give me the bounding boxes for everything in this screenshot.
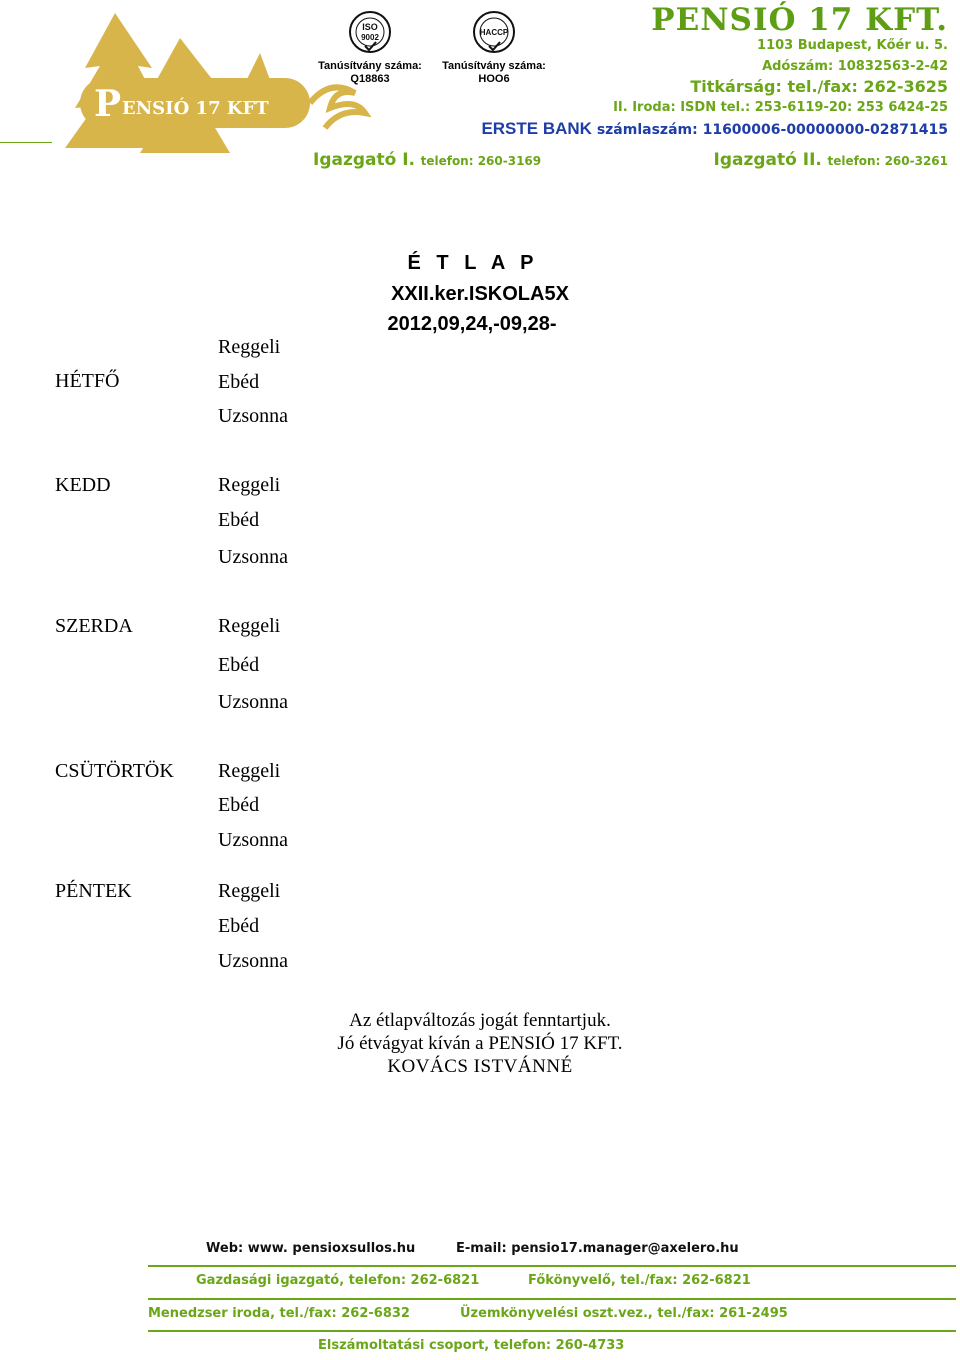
menu-dates: 2012,09,24,-09,28- bbox=[387, 313, 557, 335]
footer-rule-1 bbox=[148, 1265, 956, 1267]
day-wednesday: SZERDA bbox=[55, 615, 133, 637]
director-2 bbox=[714, 150, 948, 170]
day-tuesday: KEDD bbox=[55, 474, 111, 496]
menu-title: É T L A P bbox=[407, 252, 539, 274]
bank-name: ERSTE BANK bbox=[481, 119, 592, 138]
footer-email: E-mail: pensio17.manager@axelero.hu bbox=[456, 1241, 739, 1256]
secretariat-phone: Titkárság: tel./fax: 262-3625 bbox=[690, 77, 948, 96]
company-name: PENSIÓ 17 KFT. bbox=[651, 2, 948, 38]
tuesday-lunch: Ebéd bbox=[218, 509, 260, 531]
note-bon-appetit: Jó étvágyat kíván a PENSIÓ 17 KFT. bbox=[337, 1033, 623, 1054]
haccp-cert-label: Tanúsítvány száma: bbox=[442, 60, 546, 72]
haccp-cert-number: HOO6 bbox=[478, 73, 510, 85]
wednesday-lunch: Ebéd bbox=[218, 654, 260, 676]
footer-management: Menedzser iroda, tel./fax: 262-6832 bbox=[148, 1306, 410, 1321]
footer-web: Web: www. pensioxsullos.hu bbox=[206, 1241, 416, 1256]
svg-text:HACCP: HACCP bbox=[479, 28, 509, 37]
friday-lunch: Ebéd bbox=[218, 915, 260, 937]
thursday-lunch: Ebéd bbox=[218, 794, 260, 816]
company-address: 1103 Budapest, Kőér u. 5. bbox=[757, 38, 948, 53]
footer-settlement: Elszámoltatási csoport, telefon: 260-4733 bbox=[318, 1338, 625, 1353]
footer-rule-3 bbox=[148, 1330, 956, 1332]
iso-seal-icon bbox=[342, 10, 398, 56]
bank-line bbox=[481, 119, 948, 139]
day-monday: HÉTFŐ bbox=[55, 370, 120, 392]
friday-breakfast: Reggeli bbox=[218, 880, 281, 902]
iso-cert-label: Tanúsítvány száma: bbox=[318, 60, 422, 72]
friday-snack: Uzsonna bbox=[218, 950, 288, 972]
director-2-phone: telefon: 260-3261 bbox=[827, 154, 948, 168]
note-change-rights: Az étlapváltozás jogát fenntartjuk. bbox=[349, 1010, 611, 1031]
monday-snack: Uzsonna bbox=[218, 405, 288, 427]
office-phone: II. Iroda: ISDN tel.: 253-6119-20: 253 6424-25 bbox=[613, 100, 948, 115]
haccp-cert bbox=[434, 10, 554, 86]
thursday-snack: Uzsonna bbox=[218, 829, 288, 851]
day-friday: PÉNTEK bbox=[55, 880, 132, 902]
haccp-seal-icon bbox=[466, 10, 522, 56]
iso-cert-number: Q18863 bbox=[350, 73, 390, 85]
svg-text:ISO: ISO bbox=[362, 22, 378, 32]
wednesday-snack: Uzsonna bbox=[218, 691, 288, 713]
director-1-phone: telefon: 260-3169 bbox=[420, 154, 542, 168]
svg-text:9002: 9002 bbox=[361, 33, 379, 42]
footer-econ-director: Gazdasági igazgató, telefon: 262-6821 bbox=[196, 1273, 480, 1288]
footer-plant-accounting: Üzemkönyvelési oszt.vez., tel./fax: 261-2495 bbox=[460, 1306, 788, 1321]
director-1 bbox=[313, 150, 541, 170]
iso-cert bbox=[310, 10, 430, 86]
director-2-title: Igazgató II. bbox=[713, 150, 822, 170]
bank-account: számlaszám: 11600006-00000000-02871415 bbox=[596, 122, 948, 138]
monday-breakfast: Reggeli bbox=[218, 336, 281, 358]
day-thursday: CSÜTÖRTÖK bbox=[55, 760, 174, 782]
footer-rule-2 bbox=[148, 1298, 956, 1300]
monday-lunch: Ebéd bbox=[218, 371, 260, 393]
thursday-breakfast: Reggeli bbox=[218, 760, 281, 782]
logo-text: ENSIÓ 17 KFT bbox=[122, 98, 269, 119]
tuesday-snack: Uzsonna bbox=[218, 546, 288, 568]
director-1-title: Igazgató I. bbox=[313, 150, 416, 170]
wednesday-breakfast: Reggeli bbox=[218, 615, 281, 637]
tuesday-breakfast: Reggeli bbox=[218, 474, 281, 496]
tax-id: Adószám: 10832563-2-42 bbox=[762, 59, 948, 74]
header-rule bbox=[0, 142, 52, 143]
logo-text-initial: P bbox=[94, 83, 122, 125]
note-signature: KOVÁCS ISTVÁNNÉ bbox=[387, 1056, 573, 1077]
menu-location: XXII.ker.ISKOLA5X bbox=[391, 283, 569, 305]
footer-accountant: Főkönyvelő, tel./fax: 262-6821 bbox=[528, 1273, 751, 1288]
